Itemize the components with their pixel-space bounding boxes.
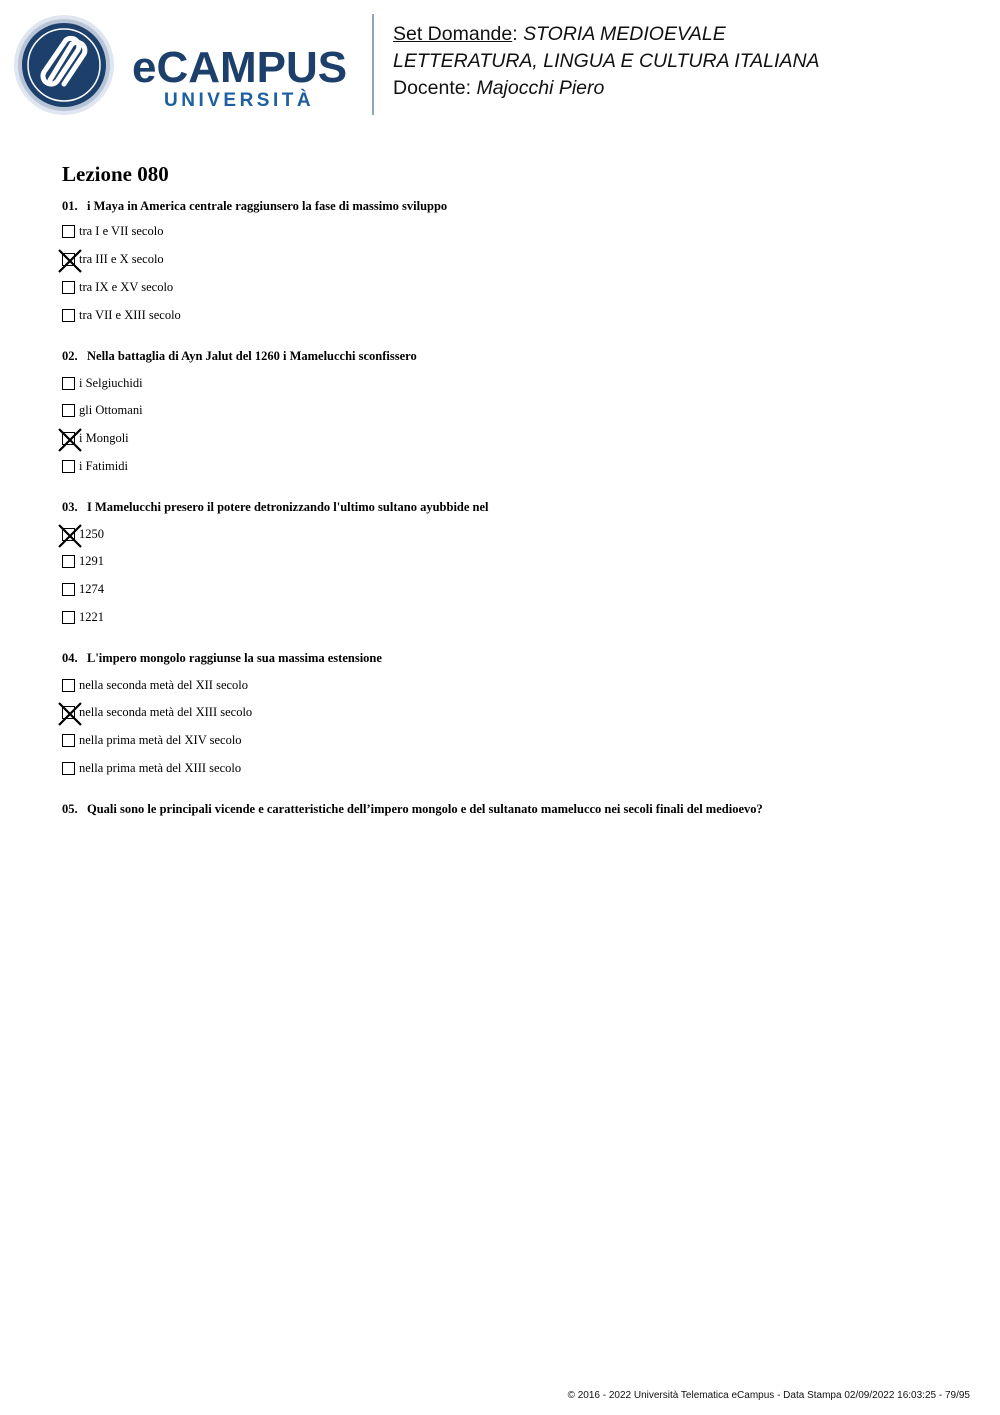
option-label: nella prima metà del XIII secolo — [79, 761, 242, 775]
option-label: tra VII e XIII secolo — [79, 308, 181, 322]
cross-mark-icon — [58, 428, 82, 452]
question-text: L'impero mongolo raggiunse la sua massima estensione — [87, 651, 382, 665]
option-q4-a[interactable] — [62, 677, 248, 693]
option-label: tra I e VII secolo — [79, 224, 164, 238]
teacher-line — [393, 75, 820, 102]
checkbox[interactable] — [62, 555, 75, 568]
option-label: i Selgiuchidi — [79, 376, 143, 390]
option-q1-d[interactable] — [62, 307, 181, 323]
set-separator: : — [512, 23, 524, 45]
option-label: 1221 — [79, 610, 104, 624]
course-line-1: STORIA MEDIOEVALE — [523, 23, 726, 45]
option-label: tra III e X secolo — [79, 252, 164, 266]
checkbox[interactable] — [62, 762, 75, 775]
option-label: tra IX e XV secolo — [79, 280, 174, 294]
checkbox[interactable] — [62, 225, 75, 238]
teacher-label: Docente: — [393, 77, 477, 99]
checkbox-checked[interactable] — [62, 253, 75, 266]
option-label: 1291 — [79, 554, 104, 568]
checkbox[interactable] — [62, 281, 75, 294]
option-q2-c[interactable] — [62, 430, 129, 446]
question-number: 05. — [62, 802, 78, 816]
question-text: I Mamelucchi presero il potere detronizzando l'ultimo sultano ayubbide nel — [87, 500, 489, 514]
logo-wordmark: eCAMPUS — [132, 43, 348, 92]
header-divider — [372, 14, 374, 115]
question-number: 02. — [62, 349, 78, 363]
checkbox[interactable] — [62, 460, 75, 473]
option-q1-a[interactable] — [62, 223, 163, 239]
question-text: i Maya in America centrale raggiunsero la fase di massimo sviluppo — [87, 199, 448, 213]
question-02 — [62, 348, 417, 364]
set-line-1 — [393, 21, 820, 48]
question-number: 01. — [62, 199, 78, 213]
set-label: Set Domande — [393, 23, 513, 45]
cross-mark-icon — [58, 702, 82, 726]
checkbox[interactable] — [62, 309, 75, 322]
option-q3-a[interactable] — [62, 526, 104, 542]
teacher-name: Majocchi Piero — [476, 77, 605, 99]
cross-mark-icon — [58, 249, 82, 273]
checkbox[interactable] — [62, 404, 75, 417]
option-q4-c[interactable] — [62, 732, 242, 748]
option-label: nella prima metà del XIV secolo — [79, 733, 242, 747]
checkbox[interactable] — [62, 377, 75, 390]
option-label: i Fatimidi — [79, 459, 128, 473]
ecampus-seal — [14, 15, 114, 115]
option-label: 1274 — [79, 582, 104, 596]
checkbox[interactable] — [62, 611, 75, 624]
question-number: 04. — [62, 651, 78, 665]
option-q4-d[interactable] — [62, 760, 241, 776]
option-q2-a[interactable] — [62, 375, 143, 391]
question-04 — [62, 650, 382, 666]
option-label: gli Ottomani — [79, 403, 143, 417]
question-05 — [62, 801, 763, 817]
option-q1-c[interactable] — [62, 279, 173, 295]
option-q3-c[interactable] — [62, 581, 104, 597]
option-label: nella seconda metà del XII secolo — [79, 678, 249, 692]
question-text: Quali sono le principali vicende e caratteristiche dell’impero mongolo e del sultanato mamelucco nei secoli finali del medioevo? — [87, 802, 763, 816]
set-info — [393, 21, 820, 102]
option-q3-b[interactable] — [62, 553, 104, 569]
option-label: i Mongoli — [79, 431, 129, 445]
checkbox-checked[interactable] — [62, 528, 75, 541]
question-text: Nella battaglia di Ayn Jalut del 1260 i Mamelucchi sconfissero — [87, 349, 417, 363]
logo-subtitle: UNIVERSITÀ — [164, 90, 315, 111]
option-label: 1250 — [79, 527, 104, 541]
checkbox[interactable] — [62, 679, 75, 692]
checkbox[interactable] — [62, 734, 75, 747]
ecampus-logo — [14, 14, 359, 118]
option-q4-b[interactable] — [62, 704, 252, 720]
page-footer: © 2016 - 2022 Università Telematica eCampus - Data Stampa 02/09/2022 16:03:25 - 79/95 — [567, 1390, 970, 1401]
option-label: nella seconda metà del XIII secolo — [79, 705, 253, 719]
option-q2-d[interactable] — [62, 458, 128, 474]
question-01 — [62, 198, 447, 214]
question-number: 03. — [62, 500, 78, 514]
lesson-title: Lezione 080 — [62, 162, 169, 186]
option-q1-b[interactable] — [62, 251, 164, 267]
course-line-2: LETTERATURA, LINGUA E CULTURA ITALIANA — [393, 50, 820, 72]
question-03 — [62, 499, 489, 515]
checkbox[interactable] — [62, 583, 75, 596]
checkbox-checked[interactable] — [62, 706, 75, 719]
cross-mark-icon — [58, 524, 82, 548]
checkbox-checked[interactable] — [62, 432, 75, 445]
option-q2-b[interactable] — [62, 402, 143, 418]
option-q3-d[interactable] — [62, 609, 104, 625]
